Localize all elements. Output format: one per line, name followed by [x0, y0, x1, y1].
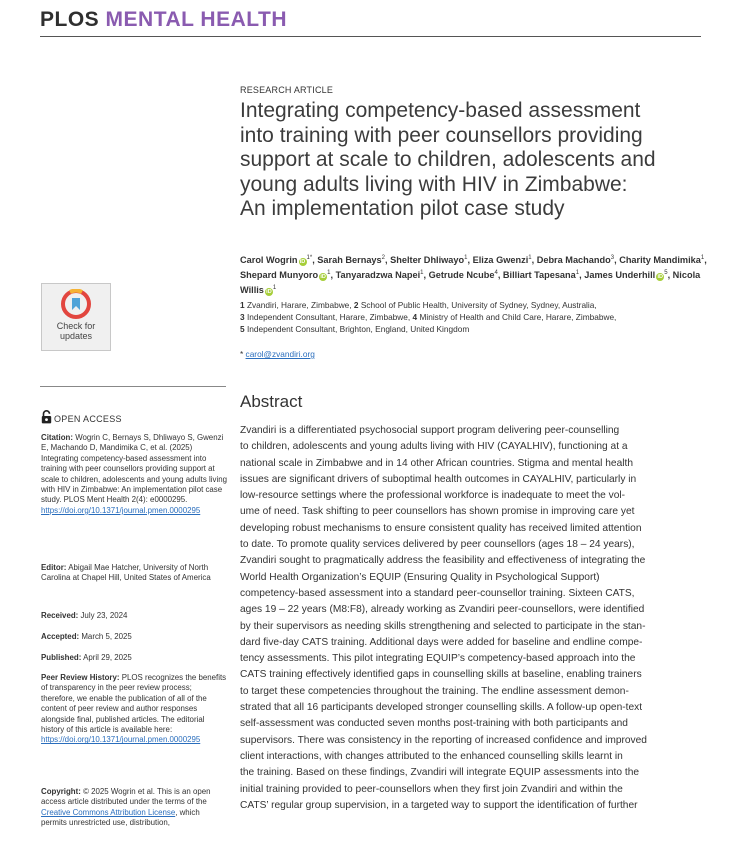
check-updates-icon	[61, 289, 91, 319]
abstract-body	[240, 423, 710, 814]
orcid-icon[interactable]: iD	[657, 274, 663, 280]
open-lock-icon	[41, 410, 52, 424]
title-line: An implementation pilot case study	[240, 197, 565, 221]
title-line: Integrating competency-based assessment	[240, 99, 641, 122]
header-divider	[40, 36, 701, 37]
abstract-line: competency-based assessment into a standard peer-counsellor training. Sixteen CATS,	[240, 587, 635, 599]
author-affil-marker: 1	[464, 255, 468, 261]
abstract-line: ume of need. Task shifting to peer counsellors has shown promise in improving care yet	[240, 506, 635, 518]
author-name[interactable]: Nicola Willis	[240, 270, 701, 295]
affil-number: 3	[240, 312, 245, 323]
author-affil-marker: 5	[664, 270, 668, 276]
author-affil-marker: 1*	[306, 255, 313, 261]
editor-label: Editor:	[41, 563, 67, 572]
copyright-text-tail: , which permits unrestricted use, distribution,	[41, 807, 200, 828]
author-name[interactable]: Carol Wogrin	[240, 255, 298, 265]
abstract-line: dard five-day CATS training. Additional days were added for baseline and endline compe-	[240, 636, 643, 648]
check-updates-line1: Check for	[56, 321, 96, 331]
peer-review-doi-link[interactable]: https://doi.org/10.1371/journal.pmen.0000295	[41, 735, 201, 745]
abstract-line: to target these competencies throughout the training. The endline assessment demon-	[240, 685, 629, 697]
title-line: into training with peer counsellors providing	[240, 123, 643, 147]
author-separator: ,	[579, 270, 585, 280]
editor-text: Abigail Mae Hatcher, University of North Carolina at Chapel Hill, United States of America	[41, 563, 211, 583]
sidebar-divider	[40, 386, 226, 387]
email-link[interactable]: carol@zvandiri.org	[245, 349, 315, 359]
author-affil-marker: 4	[494, 270, 498, 276]
author-separator: ,	[531, 255, 537, 265]
article-type: RESEARCH ARTICLE	[240, 85, 334, 95]
author-affil-marker: 1	[575, 270, 580, 276]
author-name[interactable]: Billiart Tapesana	[502, 270, 576, 280]
orcid-icon[interactable]: iD	[320, 274, 326, 280]
title-line: young adults living with HIV in Zimbabwe:	[240, 172, 628, 196]
author-name[interactable]: Shelter Dhliwayo	[390, 255, 465, 265]
author-separator: ,	[312, 255, 318, 265]
abstract-line: ages 19 – 22 years (M8:F8), already working as Zvandiri peer-counsellors, were identified	[240, 604, 645, 616]
author-affil-marker: 1	[327, 270, 331, 276]
citation-label: Citation:	[41, 433, 73, 442]
author-name[interactable]: Shepard Munyoro	[240, 270, 319, 280]
abstract-line: initial training provided to peer-counsellors when they first join Zvandiri and within the	[240, 783, 623, 795]
article-title	[240, 99, 710, 222]
author-name[interactable]: Charity Mandimika	[619, 255, 701, 265]
abstract-line: the training. Based on these findings, Zvandiri will integrate EQUIP assessments into the	[240, 767, 640, 779]
journal-logo-plos: PLOS	[40, 8, 100, 31]
abstract-line: to children, adolescents and young adults living with HIV (CAYALHIV), functioning at a	[240, 441, 628, 453]
affil-number: 4	[412, 312, 418, 323]
copyright-label: Copyright:	[41, 787, 81, 796]
affil-text: Ministry of Health and Child Care, Harare, Zimbabwe,	[419, 312, 617, 323]
peer-review-label: Peer Review History:	[41, 673, 120, 682]
abstract-heading: Abstract	[240, 392, 303, 411]
author-affil-marker: 2	[381, 255, 385, 261]
author-separator: ,	[467, 255, 473, 265]
abstract-line: self-assessment was conducted seven months post-training with both participants and	[240, 718, 628, 730]
affil-text: School of Public Health, University of Sydney, Sydney, Australia,	[360, 300, 597, 310]
check-for-updates-button[interactable]	[41, 283, 111, 351]
author-affil-marker: 1	[528, 255, 532, 261]
author-affil-marker: 1	[420, 270, 424, 276]
published-label: Published:	[41, 653, 82, 662]
abstract-line: supervisors. There was consistency in the reporting of increased confidence and improved	[240, 734, 647, 746]
author-name[interactable]: James Underhill	[584, 270, 656, 280]
author-name[interactable]: Tanyaradzwa Napei	[335, 270, 421, 280]
license-link[interactable]: Creative Commons Attribution License	[41, 807, 176, 817]
accepted-label: Accepted:	[41, 632, 80, 641]
abstract-line: low-resource settings where the professional workforce is inadequate to meet the vol-	[240, 490, 626, 502]
journal-logo[interactable]	[40, 8, 287, 32]
author-affil-marker: 3	[610, 255, 615, 261]
affil-number: 1	[240, 300, 245, 310]
received-label: Received:	[41, 611, 79, 620]
author-separator: ,	[385, 255, 391, 265]
citation-text: Wogrin C, Bernays S, Dhliwayo S, Gwenzi E, Machando D, Mandimika C, et al. (2025) Integrating competency-based assessment into training with peer counsellors providing support at scale to children, adolescents and young adults living with HIV in Zimbabwe: An implementation pilot case study. PLOS Ment Health 2(4): e0000295.	[41, 433, 227, 505]
author-name[interactable]: Eliza Gwenzi	[472, 255, 529, 265]
citation-block	[41, 433, 227, 516]
editor-block	[41, 563, 227, 584]
title-line: support at scale to children, adolescents and	[240, 148, 656, 172]
abstract-line: World Health Organization’s EQUIP (Ensuring Quality in Psychological Support)	[240, 571, 600, 583]
published-date: April 29, 2025	[83, 653, 132, 662]
abstract-line: to date. To promote quality services delivered by peer counsellors (ages 18 – 24 years),	[240, 539, 635, 551]
journal-logo-name: MENTAL HEALTH	[105, 8, 288, 31]
copyright-block	[41, 787, 227, 829]
author-name[interactable]: Sarah Bernays	[317, 255, 382, 265]
affiliations	[240, 299, 710, 336]
author-separator: ,	[704, 255, 707, 265]
author-separator: ,	[423, 270, 429, 280]
received-block	[41, 611, 227, 621]
author-name[interactable]: Debra Machando	[536, 255, 611, 265]
abstract-line: Zvandiri is a differentiated psychosocial support program delivering peer-counselling	[240, 425, 620, 436]
author-separator: ,	[330, 270, 336, 280]
orcid-icon[interactable]: iD	[266, 289, 272, 295]
abstract-line: Zvandiri sought to pragmatically address the feasibility and effectiveness of integrating the	[240, 555, 646, 567]
received-date: July 23, 2024	[80, 611, 128, 620]
author-name[interactable]: Getrude Ncube	[428, 270, 495, 280]
open-access-text: OPEN ACCESS	[54, 414, 122, 424]
abstract-line: tency assessments. This pilot integrating EQUIP’s competency-based approach into the	[240, 653, 636, 665]
affil-text: Zvandiri, Harare, Zimbabwe,	[246, 300, 352, 310]
open-access-label	[41, 410, 122, 424]
corresponding-email	[240, 349, 315, 359]
abstract-line: national scale in Zimbabwe and in 14 other African countries. Stigma and mental health	[240, 457, 634, 469]
author-affil-marker: 1	[272, 285, 277, 291]
affil-text: Independent Consultant, Brighton, England, United Kingdom	[246, 324, 470, 335]
affil-number: 2	[353, 300, 359, 310]
abstract-line: client interactions, with changes attributed to the enhanced counselling skills learnt in	[240, 750, 623, 762]
abstract-line: strated that all 16 participants developed stronger counselling skills. A follow-up open-text	[240, 702, 643, 714]
author-affil-marker: 1	[700, 255, 705, 261]
citation-doi-link[interactable]: https://doi.org/10.1371/journal.pmen.0000295	[41, 505, 201, 515]
abstract-line: developing robust mechanisms to ensure consistent quality has received limited attention	[240, 522, 642, 534]
author-list	[240, 252, 710, 297]
check-updates-line2: updates	[59, 331, 93, 341]
orcid-icon[interactable]: iD	[299, 259, 306, 265]
affil-number: 5	[240, 324, 245, 335]
peer-review-block	[41, 673, 227, 746]
peer-review-text: PLOS recognizes the benefits of transparency in the peer review process; therefore, we enable the publication of all of the content of peer review and author responses alongside final, published articles. The editorial history of this article is available here:	[41, 673, 227, 735]
published-block	[41, 653, 227, 663]
accepted-block	[41, 632, 227, 642]
abstract-line: issues are significant drivers of suboptimal health outcomes in CAYALHIV, particularly in	[240, 473, 637, 485]
author-separator: ,	[667, 270, 673, 280]
author-separator: ,	[497, 270, 503, 280]
accepted-date: March 5, 2025	[81, 632, 132, 641]
abstract-line: CATS’ regular group supervision, in a targeted way to support the identification of further	[240, 799, 638, 811]
affil-text: Independent Consultant, Harare, Zimbabwe,	[246, 312, 411, 323]
author-separator: ,	[614, 255, 620, 265]
abstract-line: by their supervisors as needing skills strengthening and selected to participate in the stan-	[240, 620, 646, 632]
abstract-line: CATS training effectively identified gaps in counselling skills at baseline, enabling trainers	[240, 669, 642, 681]
email-marker: *	[240, 349, 244, 359]
copyright-text: © 2025 Wogrin et al. This is an open access article distributed under the terms of the	[41, 787, 211, 807]
